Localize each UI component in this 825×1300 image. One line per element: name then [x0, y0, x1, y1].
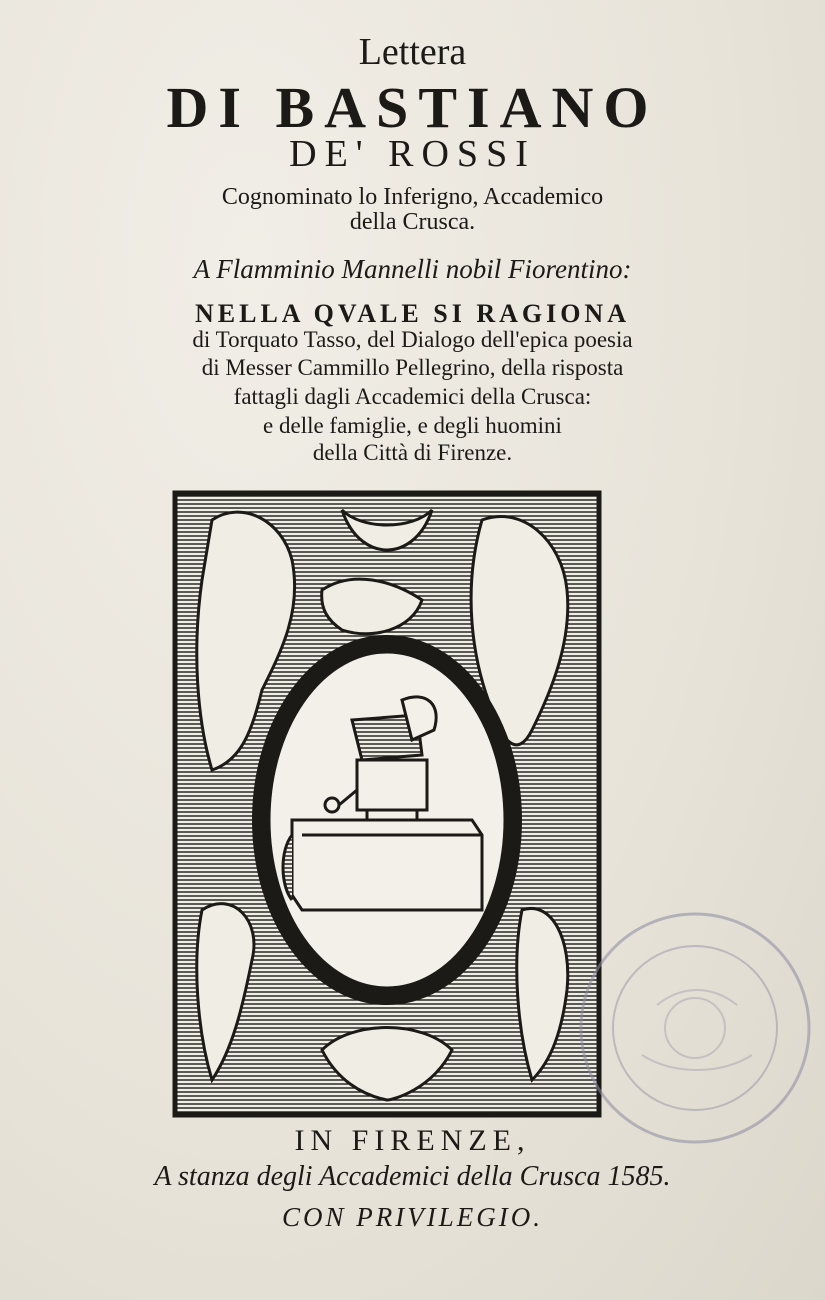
imprint-publisher: A stanza degli Accademici della Crusca 1585. [154, 1161, 671, 1192]
title-line-cognomen: Cognominato lo Inferigno, Accademico [221, 184, 604, 210]
subject-line: di Messer Cammillo Pellegrino, della risposta [201, 355, 624, 380]
subject-line: fattagli dagli Accademici della Crusca: [233, 384, 592, 409]
crusca-emblem-woodcut-icon [172, 490, 602, 1118]
title-line-lettera: Lettera [358, 31, 467, 73]
subject-line: di Torquato Tasso, del Dialogo dell'epica poesia [192, 327, 633, 352]
subject-line: della Città di Firenze. [312, 440, 513, 465]
title-line-author-name: DI BASTIANO [166, 75, 659, 140]
imprint-privilege: CON PRIVILEGIO. [282, 1202, 543, 1232]
subject-heading: NELLA QVALE SI RAGIONA [194, 299, 630, 328]
dedication-line: A Flamminio Mannelli nobil Fiorentino: [193, 254, 632, 284]
library-stamp-icon [572, 905, 818, 1151]
title-line-academy: della Crusca. [349, 209, 476, 235]
subject-line: e delle famiglie, e degli huomini [263, 413, 562, 438]
imprint-place: IN FIRENZE, [294, 1124, 531, 1157]
title-line-author-surname: DE' ROSSI [289, 133, 536, 175]
